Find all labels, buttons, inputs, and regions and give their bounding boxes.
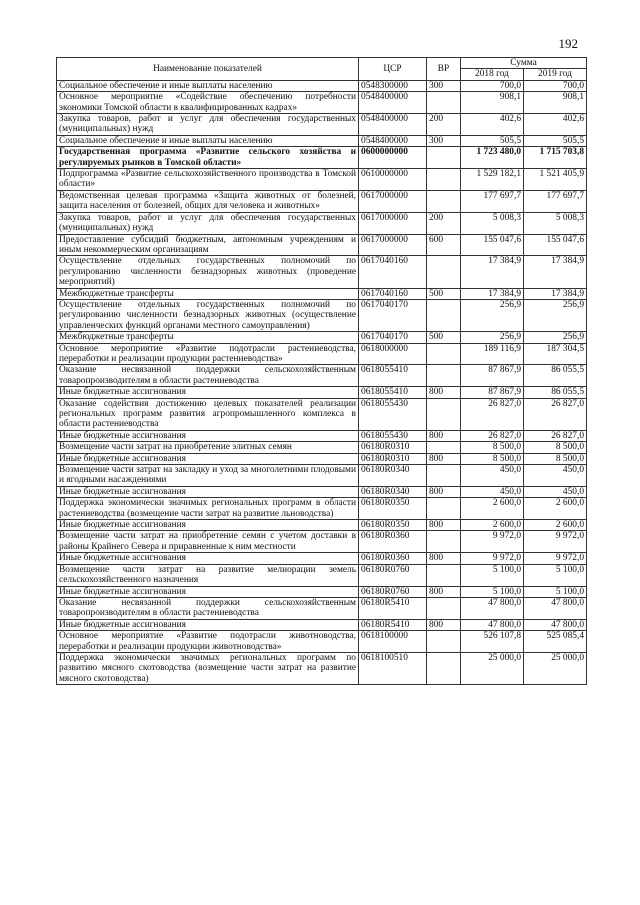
cell-csr: 06180R0310 (359, 442, 427, 453)
table-row (57, 430, 587, 441)
cell-csr: 0548400000 (359, 114, 427, 136)
cell-vr (427, 652, 461, 684)
cell-vr (427, 465, 461, 487)
cell-csr: 0618100510 (359, 652, 427, 684)
cell-2019: 26 827,0 (524, 430, 587, 441)
cell-name: Возмещение части затрат на приобретение элитных семян (57, 442, 359, 453)
cell-2019: 256,9 (524, 299, 587, 331)
cell-name: Иные бюджетные ассигнования (57, 387, 359, 398)
cell-vr: 600 (427, 234, 461, 256)
cell-name: Ведомственная целевая программа «Защита животных от болезней, защита населения от болезней, общих для человека и животных» (57, 190, 359, 212)
cell-vr: 800 (427, 453, 461, 464)
table-row (57, 520, 587, 531)
cell-2018: 1 723 480,0 (461, 147, 524, 169)
table-row (57, 398, 587, 430)
table-row (57, 190, 587, 212)
cell-name: Иные бюджетные ассигнования (57, 520, 359, 531)
cell-2018: 256,9 (461, 299, 524, 331)
header-vr: ВР (427, 58, 461, 81)
cell-csr: 0618055410 (359, 387, 427, 398)
cell-2018: 17 384,9 (461, 288, 524, 299)
table-row (57, 365, 587, 387)
cell-csr: 0617040170 (359, 332, 427, 343)
table-row (57, 332, 587, 343)
table-row (57, 564, 587, 586)
cell-csr: 06180R0310 (359, 453, 427, 464)
table-row (57, 631, 587, 653)
cell-csr: 0617040160 (359, 256, 427, 288)
table-row (57, 169, 587, 191)
cell-2019: 86 055,5 (524, 387, 587, 398)
cell-csr: 06180R5410 (359, 619, 427, 630)
cell-2018: 908,1 (461, 92, 524, 114)
cell-2018: 5 100,0 (461, 564, 524, 586)
cell-name: Межбюджетные трансферты (57, 288, 359, 299)
cell-vr: 800 (427, 553, 461, 564)
cell-2019: 177 697,7 (524, 190, 587, 212)
cell-vr (427, 531, 461, 553)
cell-2019: 25 000,0 (524, 652, 587, 684)
cell-csr: 0617000000 (359, 212, 427, 234)
cell-csr: 06180R0760 (359, 586, 427, 597)
table-row (57, 92, 587, 114)
cell-2019: 86 055,5 (524, 365, 587, 387)
cell-vr (427, 442, 461, 453)
cell-vr (427, 190, 461, 212)
cell-2018: 155 047,6 (461, 234, 524, 256)
table-row (57, 80, 587, 91)
header-year-2019: 2019 год (524, 69, 587, 80)
cell-2018: 9 972,0 (461, 553, 524, 564)
cell-2018: 87 867,9 (461, 387, 524, 398)
cell-name: Оказание несвязанной поддержки сельскохозяйственным товаропроизводителям в области растениеводства (57, 365, 359, 387)
cell-name: Осуществление отдельных государственных полномочий по регулированию численности безнадзорных животных (осуществление управленческих функций органами местного самоуправления) (57, 299, 359, 331)
cell-csr: 0618055410 (359, 365, 427, 387)
cell-csr: 0548400000 (359, 135, 427, 146)
cell-2018: 8 500,0 (461, 442, 524, 453)
table-row (57, 597, 587, 619)
cell-csr: 0548300000 (359, 80, 427, 91)
table-body (57, 80, 587, 684)
cell-vr (427, 398, 461, 430)
table-row (57, 453, 587, 464)
table-row (57, 343, 587, 365)
cell-name: Основное мероприятие «Содействие обеспечению потребности экономики Томской области в квалифицированных кадрах» (57, 92, 359, 114)
cell-csr: 0617040160 (359, 288, 427, 299)
cell-2019: 9 972,0 (524, 531, 587, 553)
cell-name: Закупка товаров, работ и услуг для обеспечения государственных (муниципальных) нужд (57, 212, 359, 234)
cell-vr (427, 631, 461, 653)
cell-name: Подпрограмма «Развитие сельскохозяйственного производства в Томской области» (57, 169, 359, 191)
cell-2018: 47 800,0 (461, 597, 524, 619)
cell-csr: 0617000000 (359, 190, 427, 212)
cell-vr: 200 (427, 114, 461, 136)
table-row (57, 288, 587, 299)
cell-name: Основное мероприятие «Развитие подотрасли животноводства, переработки и реализации продукции животноводства» (57, 631, 359, 653)
cell-name: Иные бюджетные ассигнования (57, 453, 359, 464)
cell-csr: 06180R0340 (359, 465, 427, 487)
table-row (57, 586, 587, 597)
cell-2019: 5 008,3 (524, 212, 587, 234)
cell-csr: 06180R0350 (359, 520, 427, 531)
table-row (57, 147, 587, 169)
cell-2019: 155 047,6 (524, 234, 587, 256)
cell-2018: 1 529 182,1 (461, 169, 524, 191)
cell-2018: 2 600,0 (461, 520, 524, 531)
cell-2019: 8 500,0 (524, 442, 587, 453)
cell-2018: 2 600,0 (461, 498, 524, 520)
cell-csr: 0548400000 (359, 92, 427, 114)
cell-name: Межбюджетные трансферты (57, 332, 359, 343)
cell-name: Государственная программа «Развитие сельского хозяйства и регулируемых рынков в Томской области» (57, 147, 359, 169)
cell-name: Оказание несвязанной поддержки сельскохозяйственным товаропроизводителям в области растениеводства (57, 597, 359, 619)
cell-2019: 26 827,0 (524, 398, 587, 430)
budget-table (56, 57, 587, 685)
cell-csr: 0617000000 (359, 234, 427, 256)
cell-name: Иные бюджетные ассигнования (57, 486, 359, 497)
cell-csr: 0617040170 (359, 299, 427, 331)
cell-2019: 908,1 (524, 92, 587, 114)
cell-2019: 505,5 (524, 135, 587, 146)
cell-csr: 0610000000 (359, 169, 427, 191)
cell-name: Поддержка экономически значимых региональных программ в области растениеводства (возмещение части затрат на развитие льноводства) (57, 498, 359, 520)
cell-name: Закупка товаров, работ и услуг для обеспечения государственных (муниципальных) нужд (57, 114, 359, 136)
cell-vr: 800 (427, 387, 461, 398)
cell-vr: 800 (427, 430, 461, 441)
cell-2019: 2 600,0 (524, 520, 587, 531)
cell-2019: 9 972,0 (524, 553, 587, 564)
cell-name: Возмещение части затрат на развитие мелиорации земель сельскохозяйственного назначения (57, 564, 359, 586)
cell-vr (427, 597, 461, 619)
cell-vr (427, 299, 461, 331)
cell-name: Возмещение части затрат на приобретение семян с учетом доставки в районы Крайнего Севера и приравненные к ним местности (57, 531, 359, 553)
table-row (57, 619, 587, 630)
table-row (57, 387, 587, 398)
cell-csr: 06180R0760 (359, 564, 427, 586)
cell-vr (427, 169, 461, 191)
cell-vr (427, 147, 461, 169)
table-row (57, 531, 587, 553)
cell-2019: 5 100,0 (524, 586, 587, 597)
cell-2018: 505,5 (461, 135, 524, 146)
cell-2019: 402,6 (524, 114, 587, 136)
cell-name: Иные бюджетные ассигнования (57, 553, 359, 564)
cell-name: Иные бюджетные ассигнования (57, 586, 359, 597)
cell-name: Основное мероприятие «Развитие подотрасли растениеводства, переработки и реализации продукции растениеводства» (57, 343, 359, 365)
table-row (57, 498, 587, 520)
cell-2019: 450,0 (524, 486, 587, 497)
cell-2018: 87 867,9 (461, 365, 524, 387)
cell-2018: 5 008,3 (461, 212, 524, 234)
cell-vr (427, 92, 461, 114)
cell-vr: 300 (427, 80, 461, 91)
cell-csr: 0600000000 (359, 147, 427, 169)
cell-2019: 1 715 703,8 (524, 147, 587, 169)
cell-name: Иные бюджетные ассигнования (57, 430, 359, 441)
table-row (57, 486, 587, 497)
cell-csr: 0618055430 (359, 430, 427, 441)
cell-csr: 0618055430 (359, 398, 427, 430)
table-row (57, 652, 587, 684)
cell-2018: 177 697,7 (461, 190, 524, 212)
cell-vr: 300 (427, 135, 461, 146)
table-row (57, 553, 587, 564)
cell-2019: 2 600,0 (524, 498, 587, 520)
cell-2018: 450,0 (461, 465, 524, 487)
cell-vr: 800 (427, 486, 461, 497)
cell-2018: 5 100,0 (461, 586, 524, 597)
cell-vr (427, 365, 461, 387)
table-row (57, 114, 587, 136)
table-row (57, 234, 587, 256)
cell-vr (427, 256, 461, 288)
cell-csr: 0618100000 (359, 631, 427, 653)
cell-2018: 8 500,0 (461, 453, 524, 464)
header-name: Наименование показателей (57, 58, 359, 81)
cell-name: Оказание содействия достижению целевых показателей реализации региональных программ развития агропромышленного комплекса в области растениеводства (57, 398, 359, 430)
cell-vr: 500 (427, 288, 461, 299)
cell-2018: 26 827,0 (461, 430, 524, 441)
cell-2018: 189 116,9 (461, 343, 524, 365)
header-year-2018: 2018 год (461, 69, 524, 80)
cell-csr: 06180R5410 (359, 597, 427, 619)
table-row (57, 256, 587, 288)
cell-2019: 700,0 (524, 80, 587, 91)
cell-2018: 47 800,0 (461, 619, 524, 630)
table-row (57, 212, 587, 234)
cell-2019: 8 500,0 (524, 453, 587, 464)
cell-2019: 47 800,0 (524, 597, 587, 619)
cell-2019: 1 521 405,9 (524, 169, 587, 191)
cell-name: Социальное обеспечение и иные выплаты населению (57, 135, 359, 146)
cell-name: Иные бюджетные ассигнования (57, 619, 359, 630)
cell-vr: 800 (427, 586, 461, 597)
cell-2019: 256,9 (524, 332, 587, 343)
cell-csr: 06180R0360 (359, 531, 427, 553)
cell-vr (427, 498, 461, 520)
cell-2019: 17 384,9 (524, 256, 587, 288)
cell-csr: 06180R0350 (359, 498, 427, 520)
cell-2018: 9 972,0 (461, 531, 524, 553)
cell-2019: 187 304,5 (524, 343, 587, 365)
cell-2018: 526 107,8 (461, 631, 524, 653)
cell-2018: 700,0 (461, 80, 524, 91)
cell-vr: 200 (427, 212, 461, 234)
page-number: 192 (558, 36, 578, 51)
cell-2019: 5 100,0 (524, 564, 587, 586)
table-row (57, 299, 587, 331)
cell-2018: 450,0 (461, 486, 524, 497)
cell-2018: 402,6 (461, 114, 524, 136)
cell-2019: 450,0 (524, 465, 587, 487)
cell-2019: 525 085,4 (524, 631, 587, 653)
cell-name: Осуществление отдельных государственных полномочий по регулированию численности безнадзорных животных (проведение мероприятий) (57, 256, 359, 288)
cell-name: Поддержка экономически значимых региональных программ по развитию мясного скотоводства (возмещение части затрат на развитие мясного скотоводства) (57, 652, 359, 684)
cell-2018: 25 000,0 (461, 652, 524, 684)
cell-csr: 06180R0340 (359, 486, 427, 497)
cell-csr: 0618000000 (359, 343, 427, 365)
cell-csr: 06180R0360 (359, 553, 427, 564)
cell-2019: 17 384,9 (524, 288, 587, 299)
table-row (57, 135, 587, 146)
header-sum: Сумма (461, 58, 587, 69)
cell-vr: 800 (427, 520, 461, 531)
cell-2018: 26 827,0 (461, 398, 524, 430)
cell-vr: 500 (427, 332, 461, 343)
cell-vr: 800 (427, 619, 461, 630)
cell-2019: 47 800,0 (524, 619, 587, 630)
cell-2018: 256,9 (461, 332, 524, 343)
header-csr: ЦСР (359, 58, 427, 81)
cell-2018: 17 384,9 (461, 256, 524, 288)
table-row (57, 465, 587, 487)
cell-name: Социальное обеспечение и иные выплаты населению (57, 80, 359, 91)
cell-vr (427, 564, 461, 586)
table-row (57, 442, 587, 453)
cell-name: Возмещение части затрат на закладку и уход за многолетними плодовыми и ягодными насаждениями (57, 465, 359, 487)
cell-vr (427, 343, 461, 365)
cell-name: Предоставление субсидий бюджетным, автономным учреждениям и иным некоммерческим организациям (57, 234, 359, 256)
